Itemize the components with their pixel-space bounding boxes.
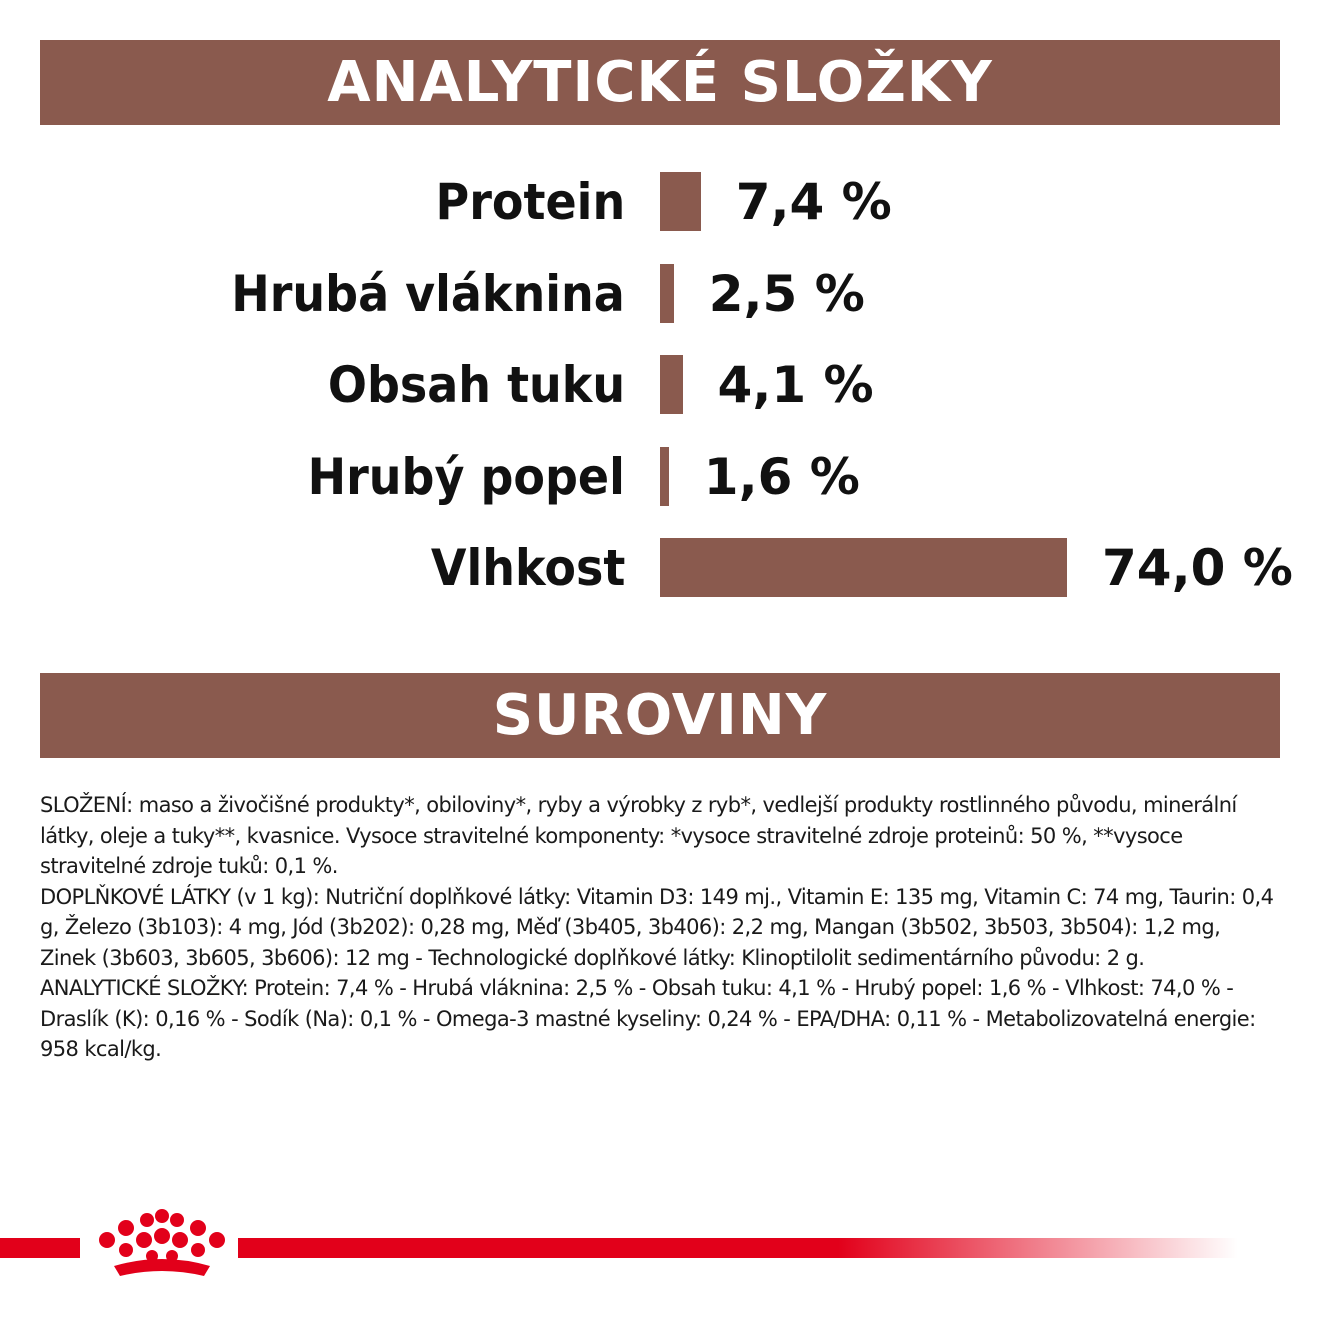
bar-value-label: 74,0 % xyxy=(1102,539,1293,597)
bar xyxy=(660,447,669,506)
bar xyxy=(660,172,701,231)
royal-canin-crown-icon xyxy=(92,1208,232,1288)
analytic-paragraph: ANALYTICKÉ SLOŽKY: Protein: 7,4 % - Hrubá vláknina: 2,5 % - Obsah tuku: 4,1 % - Hrubý popel: 1,6 % - Vlhkost: 74,0 % - Draslík (K): 0,16 % - Sodík (Na): 0,1 % - Omega-3 mastné kyseliny: 0,24 % - EPA/DHA: 0,11 % - Metabolizovatelná energie: 958 kcal/kg. xyxy=(40,976,1256,1061)
bar xyxy=(660,355,683,414)
ingredients-header xyxy=(40,673,1280,758)
additives-paragraph: DOPLŇKOVÉ LÁTKY (v 1 kg): Nutriční doplňkové látky: Vitamin D3: 149 mj., Vitamin E: 135 mg, Vitamin C: 74 mg, Taurin: 0,4 g, Železo (3b103): 4 mg, Jód (3b202): 0,28 mg, Měď (3b405, 3b406): 2,2 mg, Mangan (3b502, 3b503, 3b504): 1,2 mg, Zinek (3b603, 3b605, 3b606): 12 mg - Technologické doplňkové látky: Klinoptilolit sedimentárního původu: 2 g. xyxy=(40,884,1274,970)
bar-value-label: 2,5 % xyxy=(708,264,865,323)
bar xyxy=(660,264,674,323)
footer-red-line-right xyxy=(238,1238,1238,1258)
bar xyxy=(660,538,1067,597)
bar-value-label: 4,1 % xyxy=(717,356,874,414)
footer-red-line-left xyxy=(0,1238,80,1258)
bar-label: Obsah tuku xyxy=(327,356,625,414)
bar-label: Hrubá vláknina xyxy=(231,264,625,323)
bar-label: Hrubý popel xyxy=(307,447,625,506)
bar-label: Vlhkost xyxy=(430,539,625,597)
bar-value-label: 1,6 % xyxy=(703,447,860,506)
analytic-components-title: ANALYTICKÉ SLOŽKY xyxy=(327,50,993,115)
composition-paragraph: SLOŽENÍ: maso a živočišné produkty*, obiloviny*, ryby a výrobky z ryb*, vedlejší produkty rostlinného původu, minerální látky, oleje a tuky**, kvasnice. Vysoce stravitelné komponenty: *vysoce stravitelné zdroje proteinů: 50 %, **vysoce stravitelné zdroje tuků: 0,1 %. xyxy=(40,793,1237,878)
bar-label: Protein xyxy=(435,173,625,231)
ingredients-text-block xyxy=(40,790,1280,1065)
bar-value-label: 7,4 % xyxy=(735,173,892,231)
ingredients-title: SUROVINY xyxy=(492,683,828,748)
